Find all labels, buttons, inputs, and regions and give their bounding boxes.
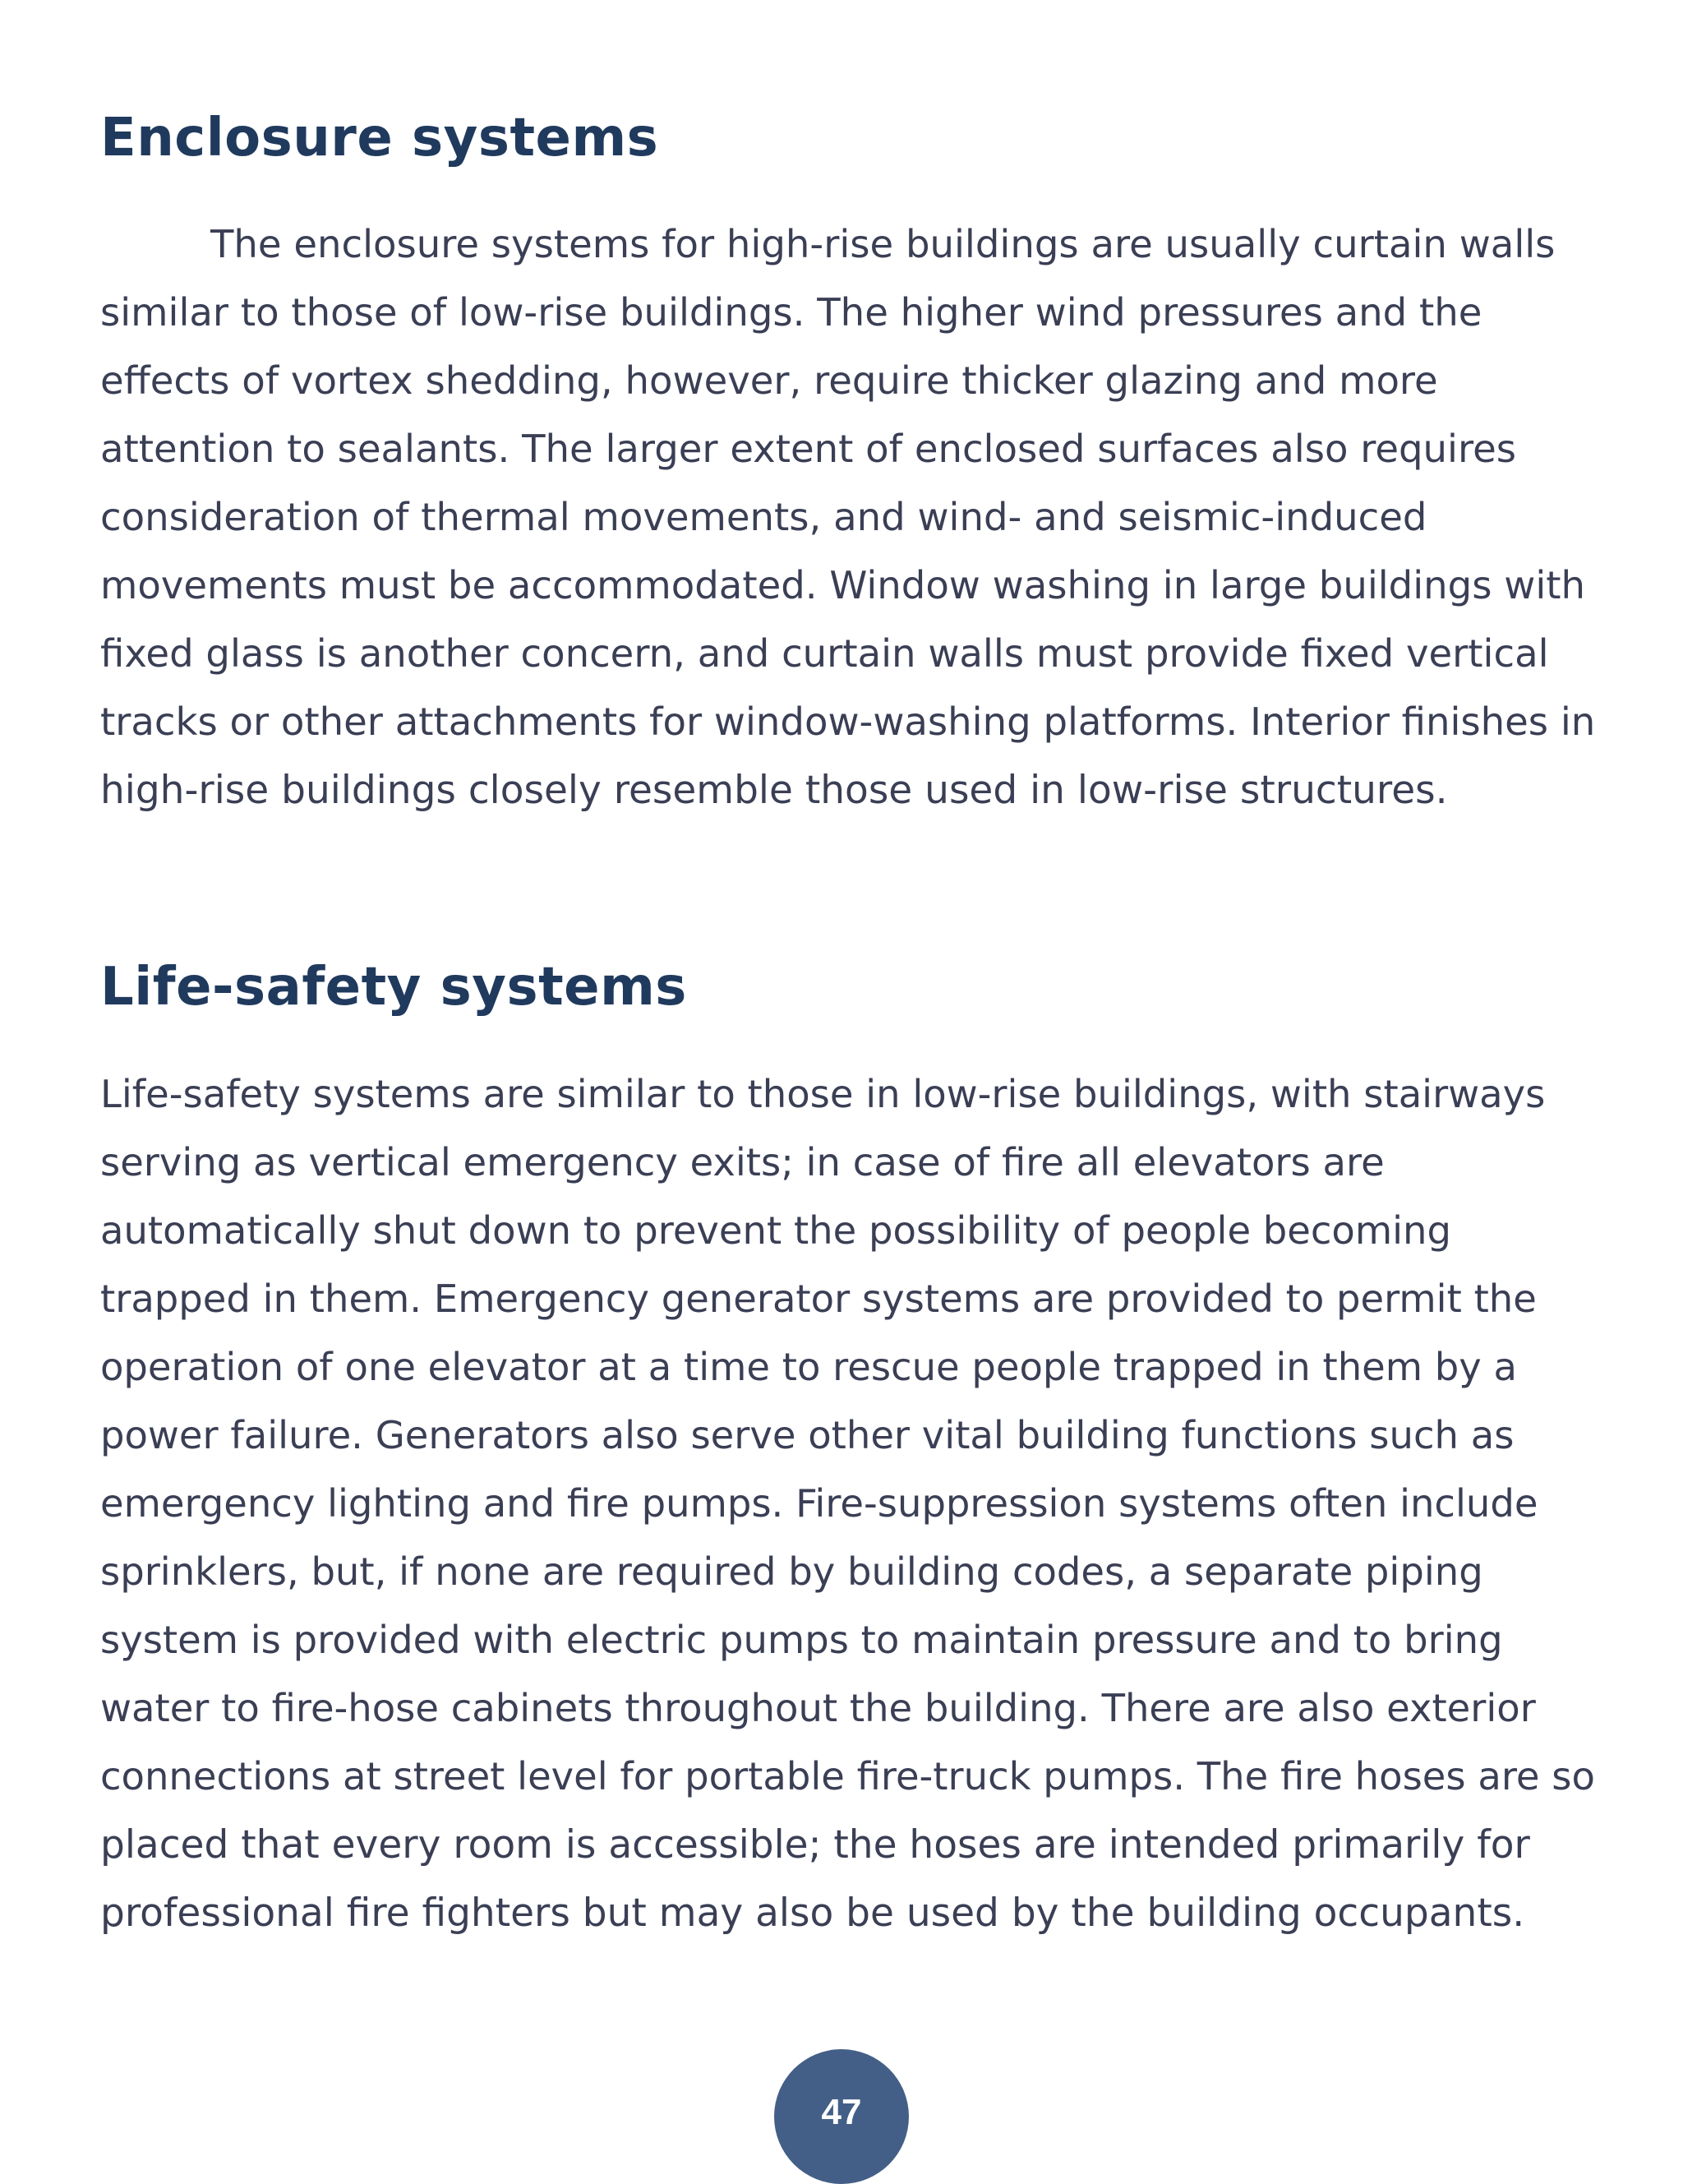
section-paragraph [100, 1060, 1595, 1947]
paragraph-line: emergency lighting and fire pumps. Fire-suppression systems often include [100, 1481, 1538, 1526]
paragraph-line: automatically shut down to prevent the possibility of people becoming [100, 1208, 1451, 1253]
paragraph-line: Life-safety systems are similar to those in low-rise buildings, with stairways [100, 1072, 1546, 1116]
section-heading: Life-safety systems [100, 957, 687, 1018]
paragraph-line: fixed glass is another concern, and curtain walls must provide fixed vertical [100, 631, 1549, 676]
paragraph-line: system is provided with electric pumps to maintain pressure and to bring [100, 1618, 1503, 1662]
paragraph-line: operation of one elevator at a time to rescue people trapped in them by a [100, 1345, 1518, 1389]
paragraph-line: tracks or other attachments for window-washing platforms. Interior finishes in [100, 700, 1596, 744]
paragraph-line: professional fire fighters but may also be used by the building occupants. [100, 1891, 1525, 1936]
paragraph-line: similar to those of low-rise buildings. The higher wind pressures and the [100, 290, 1482, 335]
page-number: 47 [821, 2092, 862, 2132]
paragraph-line: movements must be accommodated. Window washing in large buildings with [100, 563, 1586, 607]
paragraph-line: power failure. Generators also serve other vital building functions such as [100, 1413, 1515, 1457]
paragraph-line: sprinklers, but, if none are required by building codes, a separate piping [100, 1549, 1483, 1594]
paragraph-line: trapped in them. Emergency generator systems are provided to permit the [100, 1277, 1537, 1321]
paragraph-line: The enclosure systems for high-rise buildings are usually curtain walls [210, 222, 1556, 266]
section-paragraph [100, 210, 1595, 824]
page-number-badge [774, 2049, 909, 2184]
paragraph-line: high-rise buildings closely resemble those used in low-rise structures. [100, 768, 1448, 813]
paragraph-line: attention to sealants. The larger extent of enclosed surfaces also requires [100, 427, 1516, 471]
paragraph-line: serving as vertical emergency exits; in case of fire all elevators are [100, 1140, 1385, 1184]
paragraph-line: connections at street level for portable fire-truck pumps. The fire hoses are so [100, 1754, 1595, 1798]
paragraph-line: water to fire-hose cabinets throughout the building. There are also exterior [100, 1686, 1536, 1730]
paragraph-line: effects of vortex shedding, however, require thicker glazing and more [100, 358, 1438, 403]
section-heading: Enclosure systems [100, 108, 659, 169]
paragraph-line: placed that every room is accessible; the hoses are intended primarily for [100, 1822, 1530, 1868]
paragraph-line: consideration of thermal movements, and wind- and seismic-induced [100, 495, 1427, 539]
